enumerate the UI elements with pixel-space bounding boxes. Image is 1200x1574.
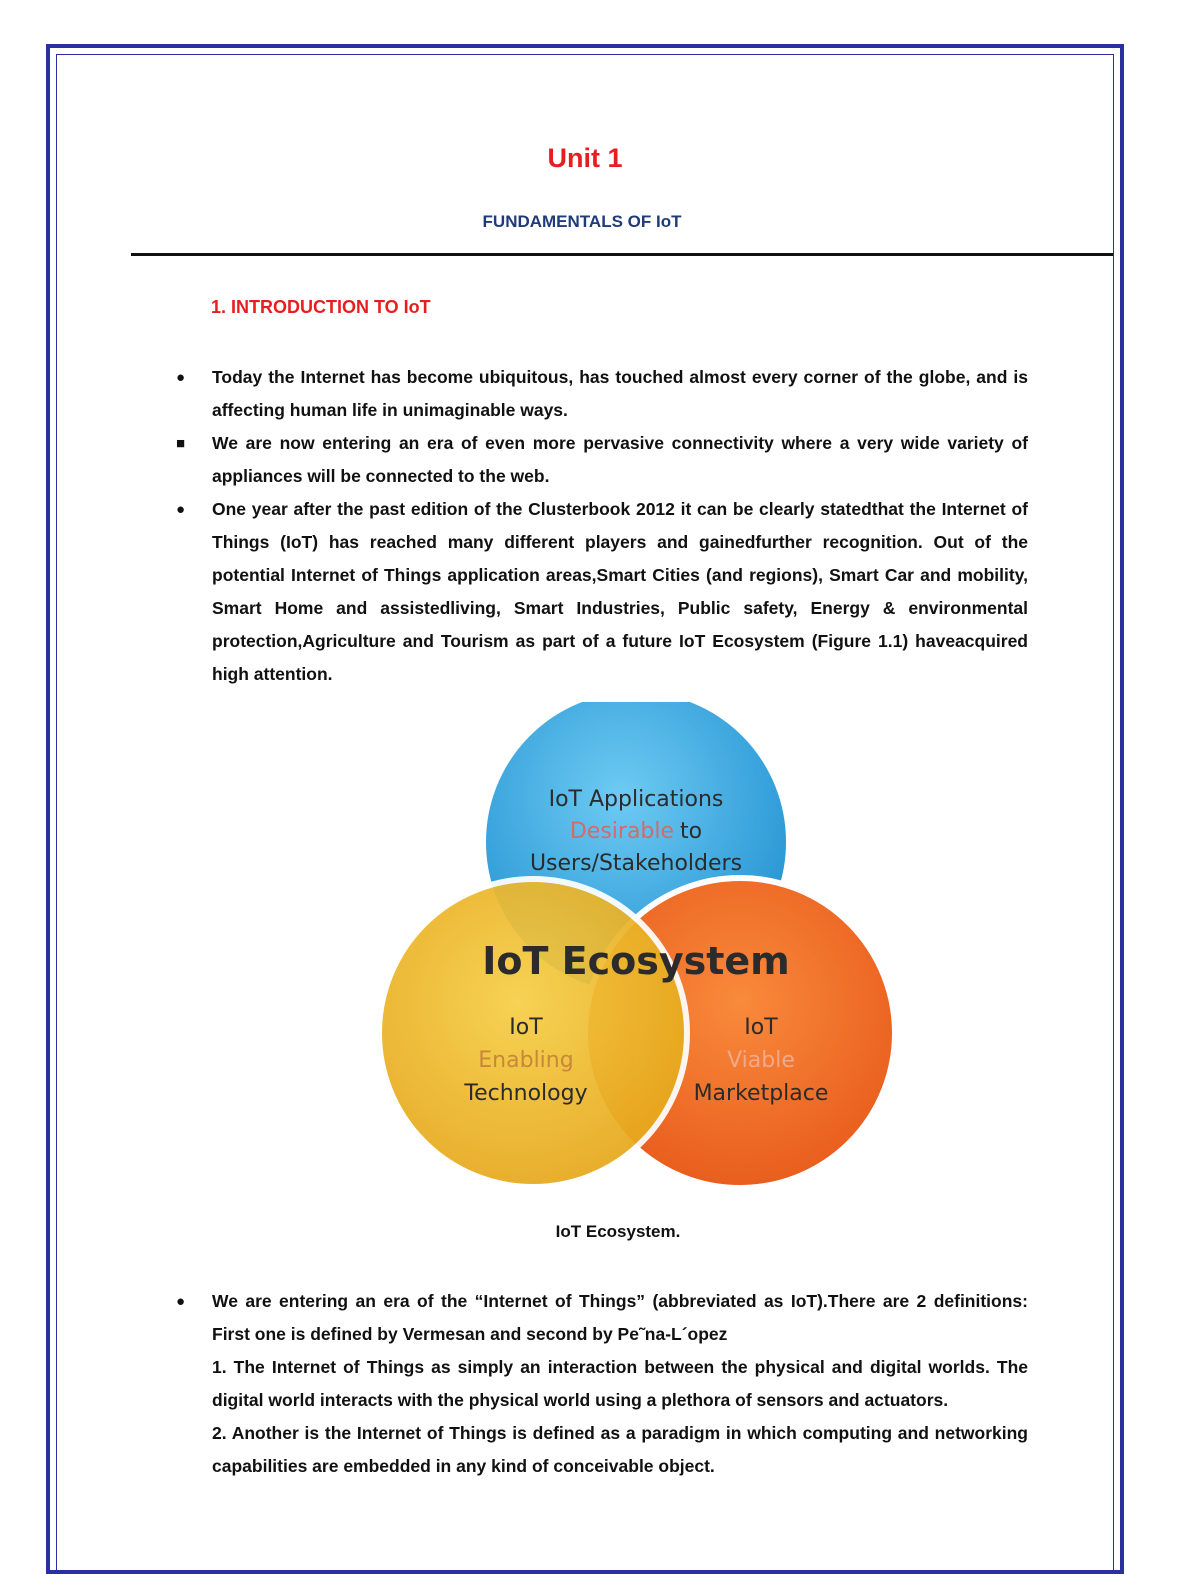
figure-caption: IoT Ecosystem.: [555, 1222, 681, 1241]
bullet-icon: ●: [176, 1293, 186, 1310]
right-circle-line3: Marketplace: [693, 1081, 829, 1106]
bullet-list-top: [172, 361, 1028, 691]
bullet-item: [172, 361, 1028, 427]
bullet-item: [172, 493, 1028, 691]
unit-title: Unit 1: [547, 143, 623, 173]
right-circle-line1: IoT: [744, 1015, 778, 1040]
bullet-item: [172, 427, 1028, 493]
bullet-icon: ■: [176, 435, 186, 452]
bullet-text: We are now entering an era of even more pervasive connectivity where a very wide variety of appliances will be connected to the web.: [212, 433, 1028, 486]
bullet-icon: ●: [176, 501, 186, 518]
top-circle-line1: IoT Applications: [548, 787, 724, 812]
top-circle-line2: Desirable to: [569, 819, 703, 844]
definition-1: 1. The Internet of Things as simply an interaction between the physical and digital worlds. The digital world interacts with the physical world using a plethora of sensors and actuators.: [212, 1357, 1028, 1410]
bullet-icon: ●: [176, 369, 186, 386]
right-circle-line2: Viable: [727, 1048, 795, 1073]
chapter-subtitle: FUNDAMENTALS OF IoT: [482, 212, 682, 231]
bullet-text: We are entering an era of the “Internet of Things” (abbreviated as IoT).There are 2 definitions: First one is defined by Vermesan and second by Pe˜na-L´opez: [212, 1291, 1028, 1344]
left-circle-line2: Enabling: [478, 1048, 574, 1073]
bullet-list-bottom: [172, 1285, 1028, 1483]
horizontal-rule: [131, 253, 1113, 256]
ecosystem-center-label: IoT Ecosystem: [482, 939, 790, 983]
bullet-text: Today the Internet has become ubiquitous, has touched almost every corner of the globe, and is affecting human life in unimaginable ways.: [212, 367, 1028, 420]
left-circle-line3: Technology: [464, 1081, 588, 1106]
definition-2: 2. Another is the Internet of Things is defined as a paradigm in which computing and networking capabilities are embedded in any kind of conceivable object.: [212, 1423, 1028, 1476]
section-heading: 1. INTRODUCTION TO IoT: [211, 297, 431, 317]
bullet-item: [172, 1285, 1028, 1483]
bullet-text: One year after the past edition of the Clusterbook 2012 it can be clearly statedthat the Internet of Things (IoT) has reached many different players and gainedfurther recognition. Out of the potential Internet of Things application areas,Smart Cities (and regions), Smart Car and mobility, Smart Home and assistedliving, Smart Industries, Public safety, Energy & environmental protection,Agriculture and Tourism as part of a future IoT Ecosystem (Figure 1.1) haveacquired high attention.: [212, 499, 1028, 684]
top-circle-line3: Users/Stakeholders: [529, 851, 743, 876]
left-circle-line1: IoT: [509, 1015, 543, 1040]
iot-ecosystem-figure: [371, 702, 901, 1202]
